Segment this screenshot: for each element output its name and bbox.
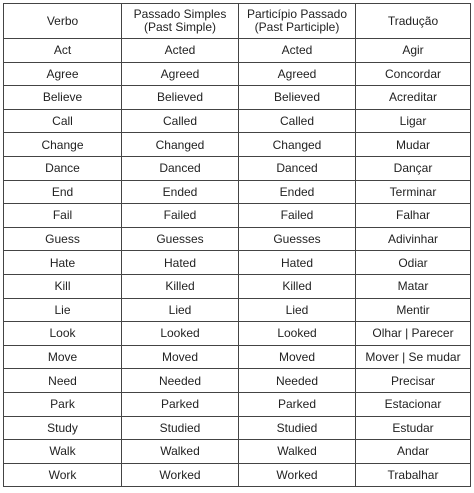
verbo-cell: Study [4, 416, 122, 440]
passado-simples-cell: Walked [122, 440, 239, 464]
header-passado-simples [122, 4, 239, 39]
table-row [4, 62, 471, 86]
header-passado-simples-sublabel: (Past Simple) [143, 20, 217, 34]
traducao-cell: Odiar [356, 251, 471, 275]
participio-passado-cell: Studied [239, 416, 356, 440]
header-verbo-label: Verbo [46, 13, 79, 28]
table-row [4, 274, 471, 298]
traducao-cell: Mover | Se mudar [356, 345, 471, 369]
verbo-cell: Move [4, 345, 122, 369]
traducao-cell: Mudar [356, 133, 471, 157]
traducao-cell: Terminar [356, 180, 471, 204]
passado-simples-cell: Needed [122, 369, 239, 393]
participio-passado-cell: Killed [239, 274, 356, 298]
verbo-cell: Lie [4, 298, 122, 322]
participio-passado-cell: Agreed [239, 62, 356, 86]
table-row [4, 440, 471, 464]
table-row [4, 369, 471, 393]
participio-passado-cell: Moved [239, 345, 356, 369]
table-row [4, 392, 471, 416]
passado-simples-cell: Studied [122, 416, 239, 440]
participio-passado-cell: Worked [239, 463, 356, 487]
verbo-cell: Look [4, 322, 122, 346]
table-row [4, 39, 471, 63]
table-row [4, 86, 471, 110]
passado-simples-cell: Parked [122, 392, 239, 416]
table-row [4, 227, 471, 251]
traducao-cell: Agir [356, 39, 471, 63]
traducao-cell: Adivinhar [356, 227, 471, 251]
traducao-cell: Olhar | Parecer [356, 322, 471, 346]
passado-simples-cell: Guesses [122, 227, 239, 251]
participio-passado-cell: Called [239, 109, 356, 133]
traducao-cell: Dançar [356, 156, 471, 180]
passado-simples-cell: Moved [122, 345, 239, 369]
passado-simples-cell: Failed [122, 204, 239, 228]
verbo-cell: Walk [4, 440, 122, 464]
participio-passado-cell: Acted [239, 39, 356, 63]
verbo-cell: Believe [4, 86, 122, 110]
passado-simples-cell: Worked [122, 463, 239, 487]
traducao-cell: Andar [356, 440, 471, 464]
table-row [4, 109, 471, 133]
verbo-cell: Hate [4, 251, 122, 275]
passado-simples-cell: Looked [122, 322, 239, 346]
passado-simples-cell: Killed [122, 274, 239, 298]
traducao-cell: Ligar [356, 109, 471, 133]
table-row [4, 463, 471, 487]
table-row [4, 416, 471, 440]
header-participio-passado [239, 4, 356, 39]
participio-passado-cell: Believed [239, 86, 356, 110]
header-traducao [356, 4, 471, 39]
participio-passado-cell: Hated [239, 251, 356, 275]
traducao-cell: Precisar [356, 369, 471, 393]
traducao-cell: Mentir [356, 298, 471, 322]
table-row [4, 322, 471, 346]
verbo-cell: Change [4, 133, 122, 157]
table-row [4, 180, 471, 204]
passado-simples-cell: Acted [122, 39, 239, 63]
passado-simples-cell: Believed [122, 86, 239, 110]
verbo-cell: Call [4, 109, 122, 133]
header-row [4, 4, 471, 39]
verbo-cell: Need [4, 369, 122, 393]
passado-simples-cell: Hated [122, 251, 239, 275]
traducao-cell: Concordar [356, 62, 471, 86]
passado-simples-cell: Ended [122, 180, 239, 204]
participio-passado-cell: Parked [239, 392, 356, 416]
participio-passado-cell: Walked [239, 440, 356, 464]
participio-passado-cell: Danced [239, 156, 356, 180]
participio-passado-cell: Lied [239, 298, 356, 322]
traducao-cell: Estacionar [356, 392, 471, 416]
table-row [4, 133, 471, 157]
passado-simples-cell: Agreed [122, 62, 239, 86]
passado-simples-cell: Changed [122, 133, 239, 157]
verbo-cell: End [4, 180, 122, 204]
verbo-cell: Act [4, 39, 122, 63]
header-passado-simples-label: Passado Simples [133, 7, 227, 21]
table-body [4, 39, 471, 487]
header-participio-passado-sublabel: (Past Participle) [254, 20, 340, 34]
verbo-cell: Kill [4, 274, 122, 298]
header-verbo [4, 4, 122, 39]
verbo-cell: Park [4, 392, 122, 416]
verb-table [3, 3, 471, 487]
table-row [4, 345, 471, 369]
table-row [4, 204, 471, 228]
verbo-cell: Fail [4, 204, 122, 228]
header-participio-passado-label: Particípio Passado [246, 7, 348, 21]
verbo-cell: Guess [4, 227, 122, 251]
verbo-cell: Work [4, 463, 122, 487]
participio-passado-cell: Looked [239, 322, 356, 346]
participio-passado-cell: Changed [239, 133, 356, 157]
traducao-cell: Acreditar [356, 86, 471, 110]
verbo-cell: Dance [4, 156, 122, 180]
passado-simples-cell: Lied [122, 298, 239, 322]
passado-simples-cell: Called [122, 109, 239, 133]
traducao-cell: Matar [356, 274, 471, 298]
table-header [4, 4, 471, 39]
verbo-cell: Agree [4, 62, 122, 86]
participio-passado-cell: Guesses [239, 227, 356, 251]
traducao-cell: Trabalhar [356, 463, 471, 487]
participio-passado-cell: Needed [239, 369, 356, 393]
table-row [4, 298, 471, 322]
table-row [4, 251, 471, 275]
participio-passado-cell: Ended [239, 180, 356, 204]
header-traducao-label: Tradução [387, 13, 439, 28]
participio-passado-cell: Failed [239, 204, 356, 228]
traducao-cell: Falhar [356, 204, 471, 228]
passado-simples-cell: Danced [122, 156, 239, 180]
table-row [4, 156, 471, 180]
traducao-cell: Estudar [356, 416, 471, 440]
